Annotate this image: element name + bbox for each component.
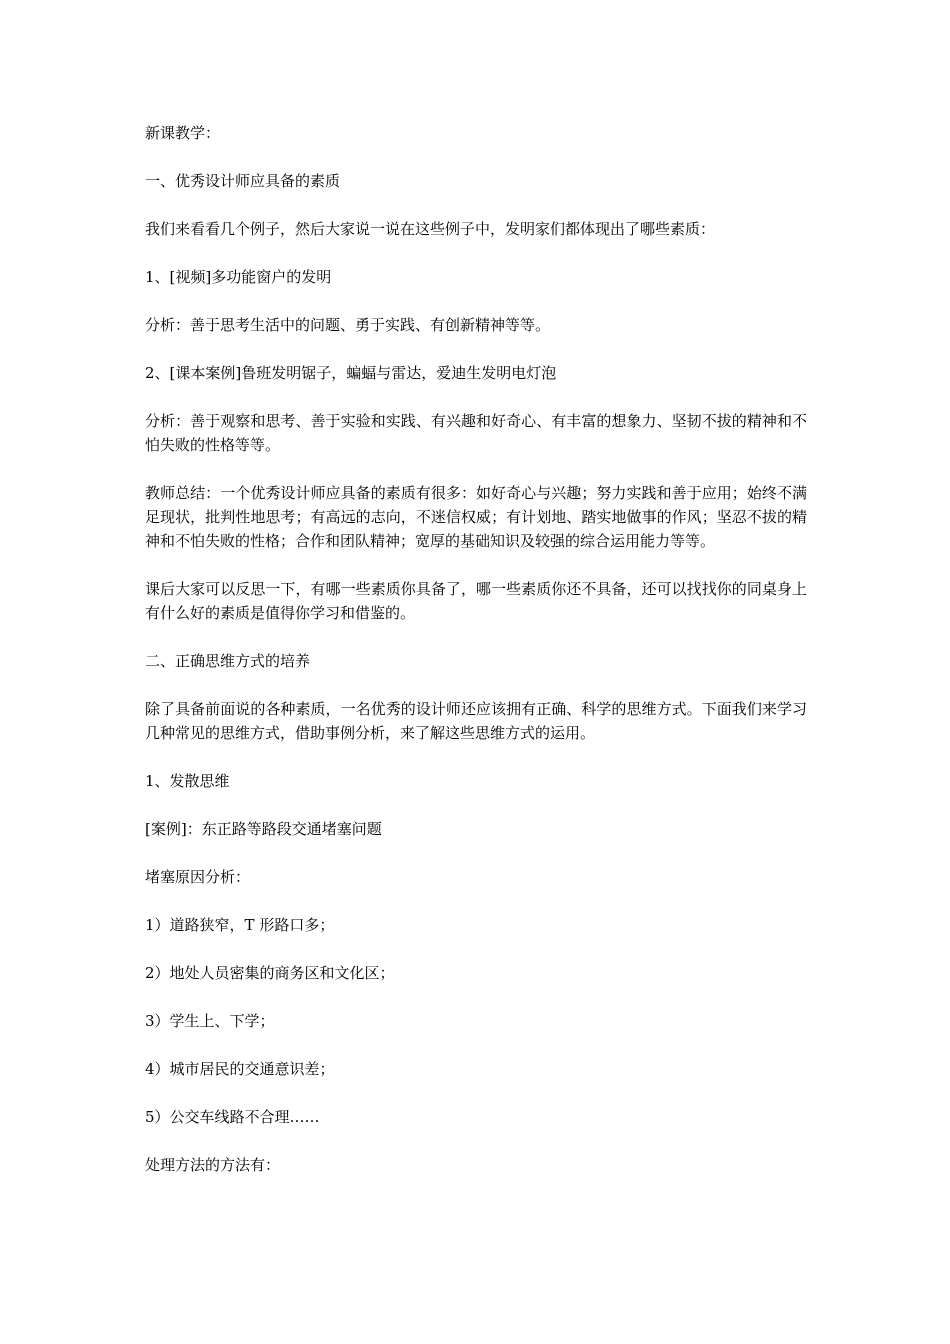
section-heading: 一、优秀设计师应具备的素质 bbox=[145, 172, 341, 190]
methods-heading: 处理方法的方法有： bbox=[145, 1156, 281, 1174]
list-item: 5）公交车线路不合理…… bbox=[145, 1108, 320, 1126]
document-body bbox=[145, 121, 807, 1201]
list-item: 1）道路狭窄，T 形路口多； bbox=[145, 916, 335, 934]
intro-paragraph: 除了具备前面说的各种素质，一名优秀的设计师还应该拥有正确、科学的思维方式。下面我们来学习几种常见的思维方式，借助事例分析，来了解这些思维方式的运用。 bbox=[145, 700, 807, 742]
section-heading: 二、正确思维方式的培养 bbox=[145, 652, 311, 670]
example-item: 2、[课本案例]鲁班发明锯子，蝙蝠与雷达，爱迪生发明电灯泡 bbox=[145, 364, 557, 382]
analysis-paragraph: 分析：善于思考生活中的问题、勇于实践、有创新精神等等。 bbox=[145, 316, 551, 334]
list-item: 4）城市居民的交通意识差； bbox=[145, 1060, 335, 1078]
section-label: 新课教学： bbox=[145, 124, 221, 142]
analysis-paragraph: 分析：善于观察和思考、善于实验和实践、有兴趣和好奇心、有丰富的想象力、坚韧不拔的精神和不怕失败的性格等等。 bbox=[145, 412, 807, 454]
reflection-paragraph: 课后大家可以反思一下，有哪一些素质你具备了，哪一些素质你还不具备，还可以找找你的同桌身上有什么好的素质是值得你学习和借鉴的。 bbox=[145, 580, 807, 622]
summary-paragraph: 教师总结：一个优秀设计师应具备的素质有很多：如好奇心与兴趣；努力实践和善于应用；始终不满足现状，批判性地思考；有高远的志向，不迷信权威；有计划地、踏实地做事的作风；坚忍不拔的精神和不怕失败的性格；合作和团队精神；宽厚的基础知识及较强的综合运用能力等等。 bbox=[145, 484, 807, 550]
list-item: 3）学生上、下学； bbox=[145, 1012, 275, 1030]
case-title: [案例]：东正路等路段交通堵塞问题 bbox=[145, 820, 382, 838]
list-item: 2）地处人员密集的商务区和文化区； bbox=[145, 964, 395, 982]
subsection-heading: 1、发散思维 bbox=[145, 772, 230, 790]
intro-paragraph: 我们来看看几个例子，然后大家说一说在这些例子中，发明家们都体现出了哪些素质： bbox=[145, 220, 716, 238]
cause-heading: 堵塞原因分析： bbox=[145, 868, 251, 886]
example-item: 1、[视频]多功能窗户的发明 bbox=[145, 268, 332, 286]
